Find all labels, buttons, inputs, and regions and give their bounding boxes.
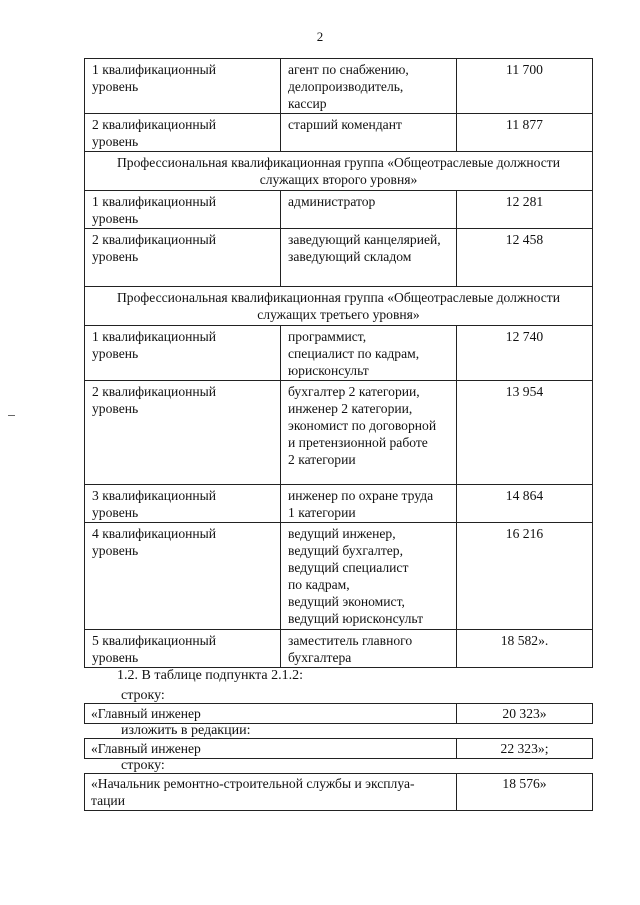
position-line: администратор: [288, 194, 376, 209]
salary-cell: 12 281: [457, 191, 593, 229]
position-line: старший комендант: [288, 117, 402, 132]
level-cell: [85, 485, 281, 523]
position-line: ведущий бухгалтер,: [288, 543, 403, 558]
salary-cell: 11 700: [457, 59, 593, 114]
section-heading: 1.2. В таблице подпункта 2.1.2:: [117, 668, 304, 683]
row-a-salary: 20 323»: [457, 704, 593, 724]
position-line: по кадрам,: [288, 577, 350, 592]
group-heading-line: служащих третьего уровня»: [257, 307, 420, 322]
position-line: и претензионной работе: [288, 435, 428, 450]
positions-cell: [281, 381, 457, 485]
salary-cell: 13 954: [457, 381, 593, 485]
positions-cell: [281, 630, 457, 668]
level-cell: [85, 114, 281, 152]
table-row: [85, 326, 593, 381]
level-cell: [85, 326, 281, 381]
level-line: уровень: [92, 401, 139, 416]
label-row-2: строку:: [121, 758, 165, 773]
table-row: [85, 229, 593, 287]
salary-cell: 16 216: [457, 523, 593, 630]
position-line: экономист по договорной: [288, 418, 437, 433]
salary-cell: 12 458: [457, 229, 593, 287]
position-line: ведущий инженер,: [288, 526, 396, 541]
level-line: 2 квалификационный: [92, 384, 217, 399]
position-line: бухгалтера: [288, 650, 352, 665]
positions-cell: [281, 114, 457, 152]
table-row-c: [84, 773, 593, 811]
position-line: ведущий специалист: [288, 560, 409, 575]
level-line: 1 квалификационный: [92, 329, 217, 344]
level-line: 4 квалификационный: [92, 526, 217, 541]
positions-cell: [281, 59, 457, 114]
row-c-name-line: «Начальник ремонтно-строительной службы и эксплуа-: [91, 776, 415, 791]
level-cell: [85, 191, 281, 229]
position-line: 1 категории: [288, 505, 356, 520]
level-line: уровень: [92, 650, 139, 665]
level-line: 2 квалификационный: [92, 232, 217, 247]
level-line: 3 квалификационный: [92, 488, 217, 503]
group-heading-line: Профессиональная квалификационная группа «Общеотраслевые должности: [116, 155, 560, 170]
table-row: [85, 59, 593, 114]
salary-cell: 12 740: [457, 326, 593, 381]
position-line: агент по снабжению,: [288, 62, 409, 77]
level-cell: [85, 381, 281, 485]
level-line: уровень: [92, 79, 139, 94]
level-cell: [85, 630, 281, 668]
table-row: [85, 114, 593, 152]
position-line: заместитель главного: [288, 633, 413, 648]
position-line: заведующий канцелярией,: [288, 232, 441, 247]
level-line: уровень: [92, 134, 139, 149]
level-line: 1 квалификационный: [92, 62, 217, 77]
salary-cell: 14 864: [457, 485, 593, 523]
level-cell: [85, 523, 281, 630]
row-a-name: «Главный инженер: [85, 704, 457, 724]
table-row-a: [84, 703, 593, 724]
level-line: уровень: [92, 505, 139, 520]
position-line: ведущий юрисконсульт: [288, 611, 424, 626]
group-heading-cell: [85, 152, 593, 191]
qualification-table: [84, 58, 593, 668]
positions-cell: [281, 523, 457, 630]
level-line: уровень: [92, 249, 139, 264]
margin-mark: [8, 415, 15, 416]
salary-cell: 11 877: [457, 114, 593, 152]
position-line: юрисконсульт: [288, 363, 369, 378]
position-line: специалист по кадрам,: [288, 346, 420, 361]
position-line: инженер 2 категории,: [288, 401, 413, 416]
group-heading-line: Профессиональная квалификационная группа «Общеотраслевые должности: [116, 290, 560, 305]
row-b-salary: 22 323»;: [457, 739, 593, 759]
group-heading-line: служащих второго уровня»: [259, 172, 418, 187]
positions-cell: [281, 229, 457, 287]
table-row: [85, 523, 593, 630]
position-line: бухгалтер 2 категории,: [288, 384, 420, 399]
salary-cell: 18 582».: [457, 630, 593, 668]
level-line: 2 квалификационный: [92, 117, 217, 132]
position-line: программист,: [288, 329, 367, 344]
position-line: делопроизводитель,: [288, 79, 404, 94]
table-row: [85, 152, 593, 191]
level-line: уровень: [92, 211, 139, 226]
positions-cell: [281, 326, 457, 381]
position-line: 2 категории: [288, 452, 356, 467]
table-row: [85, 287, 593, 326]
row-c-name: [85, 774, 457, 811]
table-row: [85, 485, 593, 523]
row-c-name-line: тации: [91, 793, 125, 808]
table-row-b: [84, 738, 593, 759]
level-cell: [85, 59, 281, 114]
row-b-name: «Главный инженер: [85, 739, 457, 759]
qualification-table-body: [85, 59, 593, 668]
level-line: 1 квалификационный: [92, 194, 217, 209]
level-line: уровень: [92, 543, 139, 558]
row-c-salary: 18 576»: [457, 774, 593, 811]
position-line: инженер по охране труда: [288, 488, 434, 503]
position-line: кассир: [288, 96, 327, 111]
table-row: [85, 191, 593, 229]
position-line: ведущий экономист,: [288, 594, 405, 609]
position-line: заведующий складом: [288, 249, 412, 264]
page-number: 2: [316, 29, 324, 44]
positions-cell: [281, 191, 457, 229]
positions-cell: [281, 485, 457, 523]
label-row-1: строку:: [121, 688, 165, 703]
table-row: [85, 630, 593, 668]
label-edit: изложить в редакции:: [121, 723, 251, 738]
table-row: [85, 381, 593, 485]
level-cell: [85, 229, 281, 287]
level-line: 5 квалификационный: [92, 633, 217, 648]
group-heading-cell: [85, 287, 593, 326]
level-line: уровень: [92, 346, 139, 361]
